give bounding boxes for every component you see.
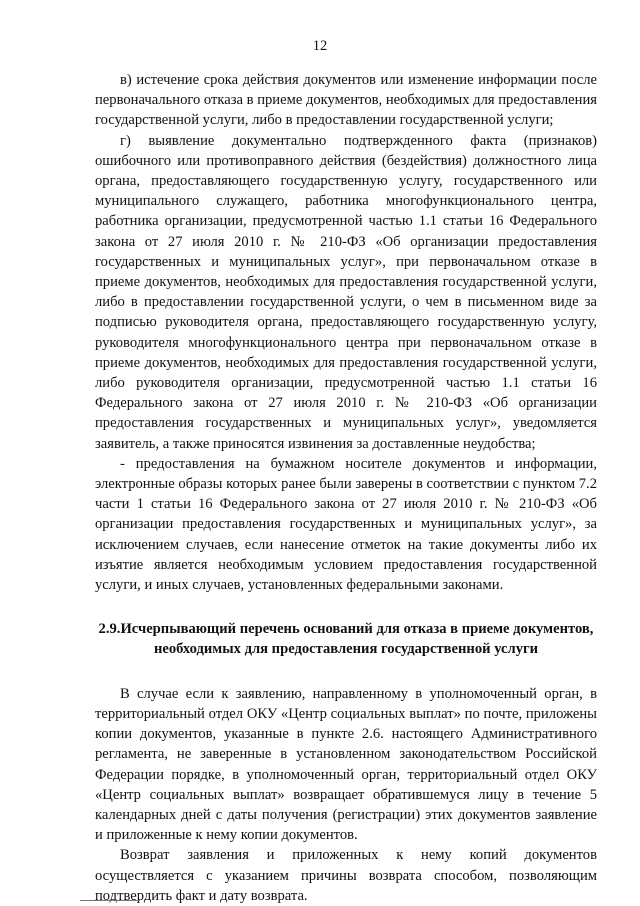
paragraph-item-v: в) истечение срока действия документов или изменение информации после первоначального отказа в приеме документов, необходимых для предоставления государственной услуги, либо в предоставлении государственной услуги; [95, 72, 597, 129]
document-body [95, 70, 597, 906]
paragraph-item-g: г) выявление документально подтвержденного факта (признаков) ошибочного или противоправного действия (бездействия) должностного лица органа, предоставляющего государственную услугу, государственного или муниципального служащего, работника многофункционального центра, работника организации, предусмотренной частью 1.1 статьи 16 Федерального закона от 27 июля 2010 г. № 210-ФЗ «Об организации предоставления государственных и муниципальных услуг», при первоначальном отказе в приеме документов, необходимых для предоставления государственной услуги, либо в предоставлении государственной услуги, о чем в письменном виде за подписью руководителя органа, предоставляющего государственную услугу, руководителя многофункционального центра при первоначальном отказе в приеме документов, необходимых для предоставления государственной услуги, либо руководителя организации, предусмотренной частью 1.1 статьи 16 Федерального закона от 27 июля 2010 г. № 210-ФЗ «Об организации предоставления государственных и муниципальных услуг», уведомляется заявитель, а также приносятся извинения за доставленные неудобства; [95, 132, 597, 452]
paragraph-return-method: Возврат заявления и приложенных к нему копий документов осуществляется с указанием причины возврата способом, позволяющим подтвердить факт и дату возврата. [95, 847, 597, 904]
footer-divider [80, 900, 140, 901]
paragraph-return-case: В случае если к заявлению, направленному в уполномоченный орган, в территориальный отдел ОКУ «Центр социальных выплат» по почте, приложены копии документов, указанные в пункте 2.6. настоящего Административного регламента, не заверенные в установленном законодательством Российской Федерации порядке, в уполномоченный орган, территориальный отдел ОКУ «Центр социальных выплат» возвращает обратившемуся лицу в течение 5 календарных дней с даты получения (регистрации) этих документов заявление и приложенные к нему копии документов. [95, 685, 597, 844]
page-number: 12 [312, 38, 328, 54]
section-heading: 2.9.Исчерпывающий перечень оснований для отказа в приеме документов, необходимых для предоставления государственной услуги [98, 621, 594, 658]
paragraph-bullet: - предоставления на бумажном носителе документов и информации, электронные образы которых ранее были заверены в соответствии с пунктом 7.2 части 1 статьи 16 Федерального закона от 27 июля 2010 г. № 210-ФЗ «Об организации предоставления государственных и муниципальных услуг», за исключением случаев, если нанесение отметок на такие документы либо их изъятие является необходимым условием предоставления государственной услуги, и иных случаев, установленных федеральными законами. [95, 455, 597, 594]
